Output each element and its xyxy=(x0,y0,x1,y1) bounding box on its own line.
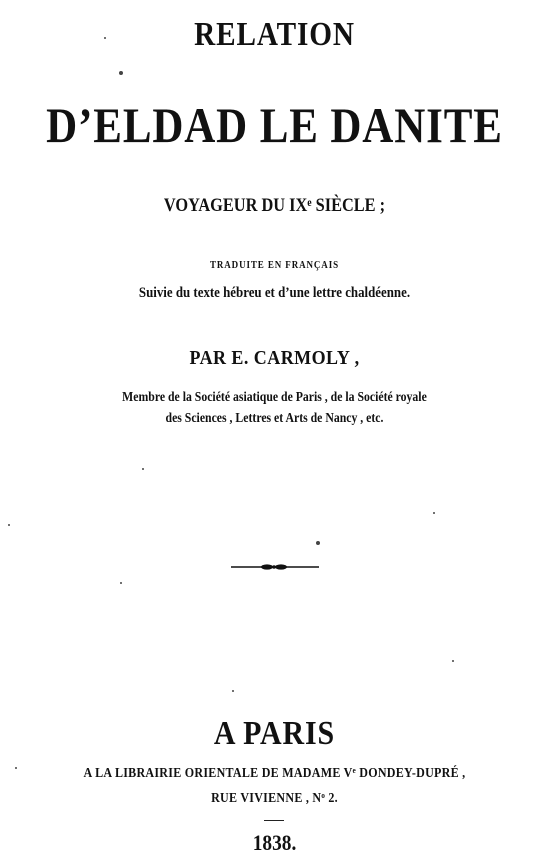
imprint-publisher-line-1: A LA LIBRAIRIE ORIENTALE DE MADAME Vᵉ DONDEY-DUPRÉ , xyxy=(83,766,466,781)
imprint-city: A PARIS xyxy=(213,715,336,752)
imprint-publisher-line-2: RUE VIVIENNE , Nᵒ 2. xyxy=(211,791,338,806)
membership-line-2: des Sciences , Lettres et Arts de Nancy , etc. xyxy=(165,411,384,426)
supplement-note: Suivie du texte hébreu et d’une lettre chaldéenne. xyxy=(138,285,411,301)
scan-speck xyxy=(104,37,106,39)
scan-speck xyxy=(232,690,234,692)
imprint-rule xyxy=(264,820,284,821)
scan-speck xyxy=(120,582,122,584)
scan-speck xyxy=(433,512,435,514)
title-line-1: RELATION xyxy=(194,16,355,53)
scan-speck xyxy=(15,767,17,769)
scan-speck xyxy=(452,660,454,662)
subtitle: VOYAGEUR DU IXᵉ SIÈCLE ; xyxy=(163,195,386,216)
scan-speck xyxy=(142,468,144,470)
membership-line-1: Membre de la Société asiatique de Paris , de la Société royale xyxy=(122,390,427,405)
scan-speck xyxy=(8,524,10,526)
scan-speck xyxy=(119,71,123,75)
author-line: PAR E. CARMOLY , xyxy=(189,347,360,369)
title-line-2: D’ELDAD LE DANITE xyxy=(46,97,503,153)
ornament-rule-icon xyxy=(231,562,319,572)
imprint-year: 1838. xyxy=(252,830,297,855)
scan-speck xyxy=(316,541,320,545)
translation-note: TRADUITE EN FRANÇAIS xyxy=(209,260,340,271)
